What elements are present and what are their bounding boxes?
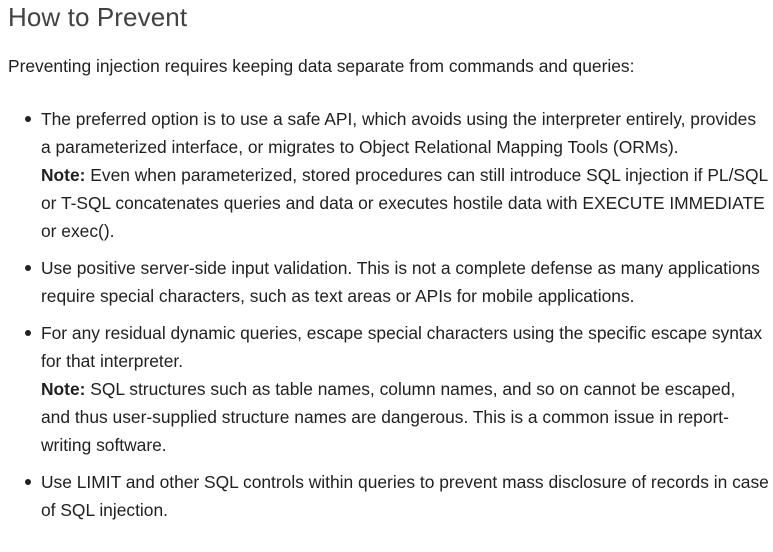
note-text: Even when parameterized, stored procedures can still introduce SQL injection if PL/SQL or T-SQL concatenates queries and data or executes hostile data with EXECUTE IMMEDIATE or exec(). — [41, 165, 768, 241]
list-item-text: Use positive server-side input validation. This is not a complete defense as many applications require special characters, such as text areas or APIs for mobile applications. — [41, 258, 760, 306]
note-label: Note: — [41, 165, 86, 185]
list-item — [8, 468, 769, 524]
bullet-icon — [25, 330, 31, 336]
prevention-list — [8, 105, 773, 524]
list-item-note — [41, 161, 769, 245]
list-item-text: Use LIMIT and other SQL controls within queries to prevent mass disclosure of records in case of SQL injection. — [41, 472, 769, 520]
list-item — [8, 105, 769, 245]
note-text: SQL structures such as table names, column names, and so on cannot be escaped, and thus user-supplied structure names are dangerous. This is a common issue in report-writing software. — [41, 379, 736, 455]
list-item-note — [41, 375, 769, 459]
list-item — [8, 254, 769, 310]
bullet-icon — [25, 265, 31, 271]
section-heading: How to Prevent — [8, 2, 188, 32]
list-item-text: For any residual dynamic queries, escape special characters using the specific escape syntax for that interpreter. — [41, 323, 763, 371]
intro-paragraph: Preventing injection requires keeping data separate from commands and queries: — [8, 56, 635, 76]
list-item-text: The preferred option is to use a safe API, which avoids using the interpreter entirely, provides a parameterized interface, or migrates to Object Relational Mapping Tools (ORMs). — [41, 109, 757, 157]
note-label: Note: — [41, 379, 86, 399]
bullet-icon — [25, 116, 31, 122]
list-item — [8, 319, 769, 459]
bullet-icon — [25, 479, 31, 485]
